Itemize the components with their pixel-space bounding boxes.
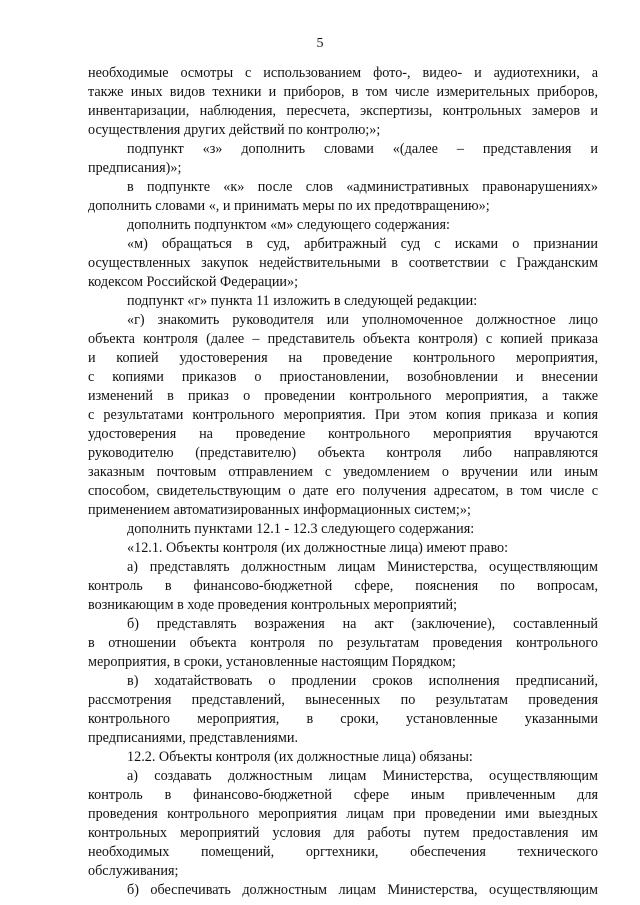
text-line: необходимые осмотры с использованием фото-, видео- и аудиотехники, а bbox=[88, 65, 598, 81]
text-line: объекта контроля (далее – представитель объекта контроля) с копией приказа bbox=[88, 331, 598, 347]
text-line: дополнить подпунктом «м» следующего содержания: bbox=[127, 217, 450, 233]
text-line: заказным почтовым отправлением с уведомлением о вручении или иным bbox=[88, 464, 598, 480]
text-line: также иных видов техники и приборов, в том числе измерительных приборов, bbox=[88, 84, 598, 100]
text-line: подпункт «г» пункта 11 изложить в следующей редакции: bbox=[127, 293, 478, 309]
page-number: 5 bbox=[316, 36, 324, 51]
text-line: мероприятия, в сроки, установленные настоящим Порядком; bbox=[88, 654, 456, 670]
text-line: осуществленных закупок недействительными в соответствии с Гражданским bbox=[88, 255, 598, 271]
text-line: «м) обращаться в суд, арбитражный суд с исками о признании bbox=[127, 236, 598, 252]
text-line: б) обеспечивать должностным лицам Министерства, осуществляющим bbox=[127, 882, 598, 898]
text-line: а) представлять должностным лицам Министерства, осуществляющим bbox=[127, 559, 598, 575]
text-line: дополнить словами «, и принимать меры по их предотвращению»; bbox=[88, 198, 490, 214]
text-line: и копией удостоверения на проведение контрольного мероприятия, bbox=[88, 350, 598, 366]
text-line: удостоверения на проведение контрольного мероприятия вручаются bbox=[88, 426, 598, 442]
text-line: способом, свидетельствующим о дате его получения адресатом, в том числе с bbox=[88, 483, 598, 499]
text-line: 12.2. Объекты контроля (их должностные лица) обязаны: bbox=[127, 749, 473, 765]
text-line: кодексом Российской Федерации»; bbox=[88, 274, 299, 290]
text-line: применением автоматизированных информационных систем;»; bbox=[88, 502, 471, 518]
text-line: контрольного мероприятия, в сроки, установленные указанными bbox=[88, 711, 598, 727]
text-line: инвентаризации, наблюдения, пересчета, экспертизы, контрольных замеров и bbox=[88, 103, 598, 119]
text-line: руководителю (представителю) объекта контроля либо направляются bbox=[88, 445, 598, 461]
text-line: возникающим в ходе проведения контрольных мероприятий; bbox=[88, 597, 458, 613]
text-line: в) ходатайствовать о продлении сроков исполнения предписаний, bbox=[127, 673, 598, 689]
text-line: в отношении объекта контроля по результатам проведения контрольного bbox=[88, 635, 598, 651]
text-line: с результатами контрольного мероприятия. При этом копия приказа и копия bbox=[88, 407, 598, 423]
text-line: необходимых помещений, оргтехники, обеспечения технического bbox=[88, 844, 598, 860]
text-line: подпункт «з» дополнить словами «(далее – представления и bbox=[127, 141, 598, 157]
text-line: проведения контрольного мероприятия лицам при проведении ими выездных bbox=[88, 806, 598, 822]
text-line: контроль в финансово-бюджетной сфере иным привлеченным для bbox=[88, 787, 598, 803]
text-line: а) создавать должностным лицам Министерства, осуществляющим bbox=[127, 768, 598, 784]
text-line: рассмотрения представлений, вынесенных по результатам проведения bbox=[88, 692, 598, 708]
text-line: в подпункте «к» после слов «административных правонарушениях» bbox=[127, 179, 598, 195]
text-line: контрольных мероприятий условия для работы путем предоставления им bbox=[88, 825, 598, 841]
text-line: предписания)»; bbox=[88, 160, 182, 176]
text-line: контроль в финансово-бюджетной сфере, пояснения по вопросам, bbox=[88, 578, 598, 594]
text-line: «г) знакомить руководителя или уполномоченное должностное лицо bbox=[127, 312, 598, 328]
text-line: осуществления других действий по контролю;»; bbox=[88, 122, 381, 138]
text-line: с копиями приказов о приостановлении, возобновлении и внесении bbox=[88, 369, 598, 385]
text-line: изменений в приказ о проведении контрольного мероприятия, а также bbox=[88, 388, 598, 404]
text-line: б) представлять возражения на акт (заключение), составленный bbox=[127, 616, 598, 632]
text-line: обслуживания; bbox=[88, 863, 179, 879]
text-line: дополнить пунктами 12.1 - 12.3 следующего содержания: bbox=[127, 521, 475, 537]
text-line: «12.1. Объекты контроля (их должностные лица) имеют право: bbox=[127, 540, 509, 556]
text-line: предписаниями, представлениями. bbox=[88, 730, 299, 746]
